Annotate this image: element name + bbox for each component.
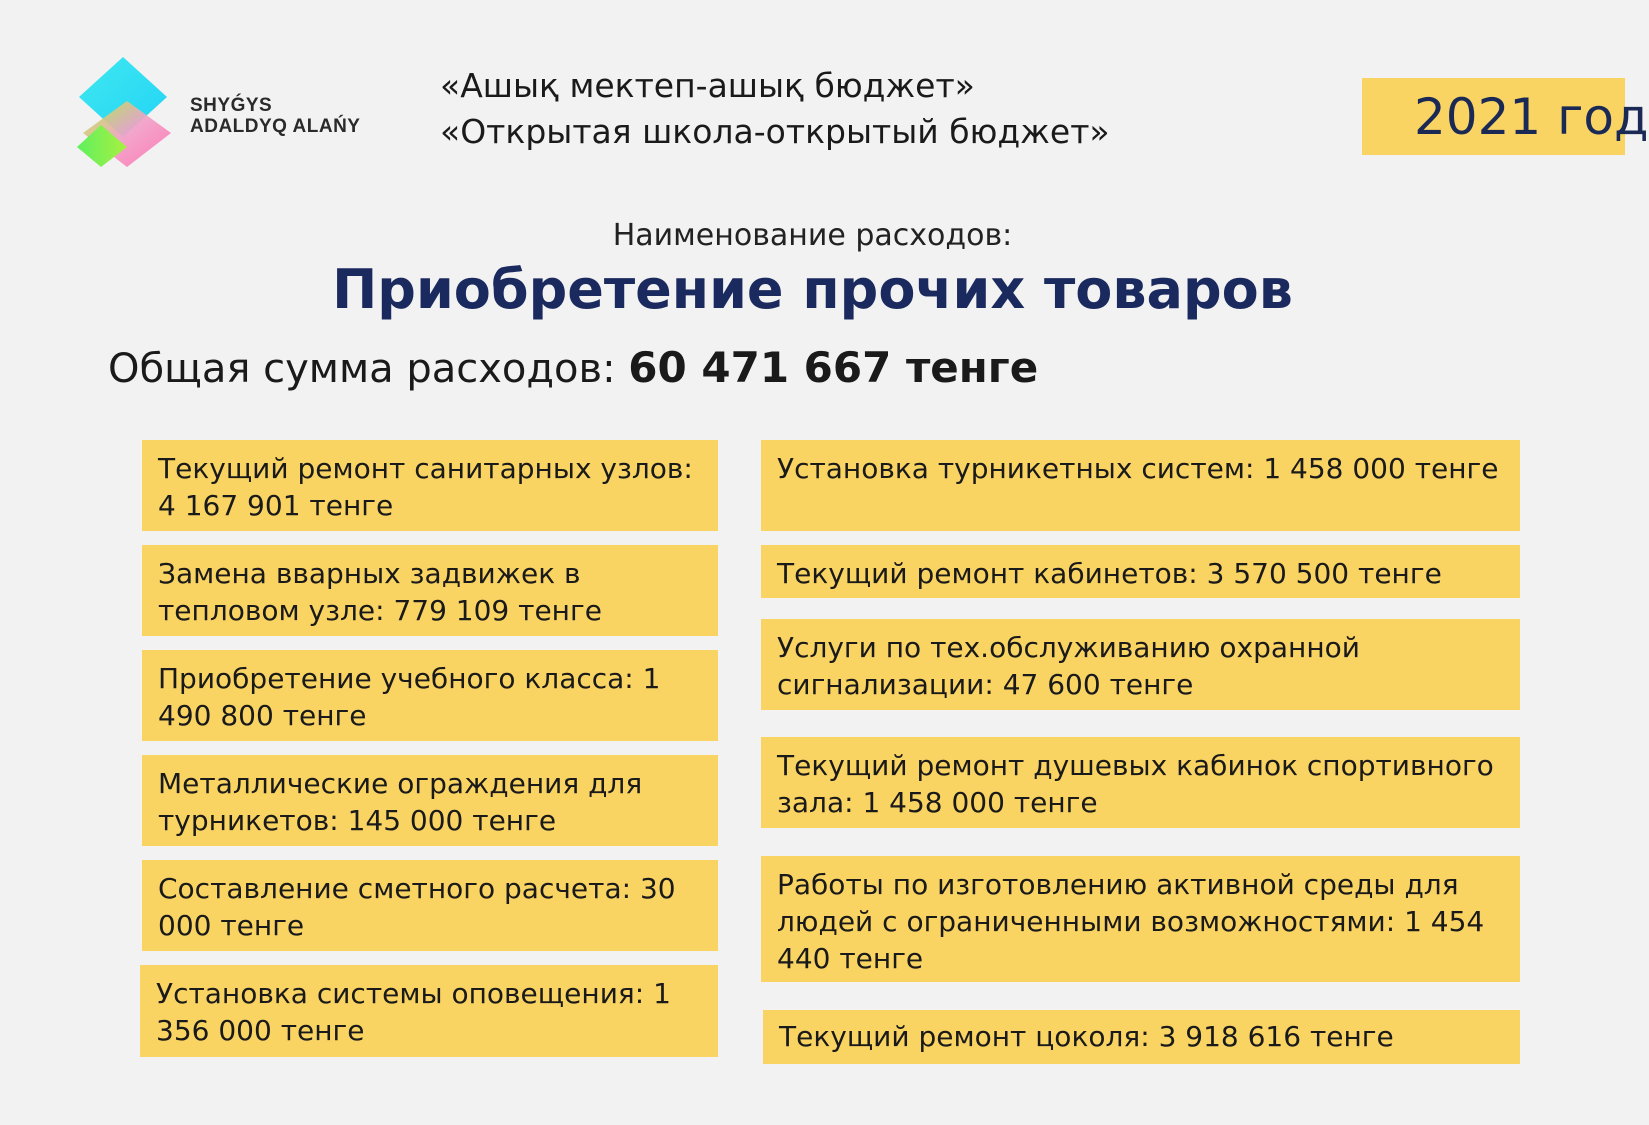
logo-mark-icon [75,55,185,175]
year-label: 2021 год [1414,88,1649,146]
expense-card [761,856,1520,982]
expense-item-text: Текущий ремонт кабинетов: [777,557,1207,590]
expense-item-text: Текущий ремонт санитарных узлов: [158,452,693,485]
expense-card [142,650,718,741]
expense-item-amount: 3 570 500 тенге [1206,557,1442,590]
expense-item-amount: 1 356 000 тенге [156,977,671,1047]
expense-item-amount: 779 109 тенге [393,594,602,627]
expense-item-amount: 3 918 616 тенге [1158,1020,1394,1053]
expense-item-amount: 1 490 800 тенге [158,662,661,732]
expense-card [761,545,1520,598]
expense-card [761,440,1520,531]
expense-item-amount: 1 458 000 тенге [1263,452,1499,485]
logo-wordmark [190,95,360,137]
expense-item-text: Работы по изготовлению активной среды для людей с ограниченными возможностями: [777,868,1459,938]
expense-item-text: Установка турникетных систем: [777,452,1264,485]
expense-item-text: Услуги по тех.обслуживанию охранной сигнализации: [777,631,1360,701]
expense-item-amount: 1 454 440 тенге [777,905,1485,975]
logo-line-2: ADALDYQ ALAŃY [190,116,361,137]
year-badge [1362,78,1649,155]
expense-card [761,619,1520,710]
expense-card [140,965,718,1057]
expense-card [761,737,1520,828]
expense-item-text: Составление сметного расчета: [158,872,640,905]
logo [75,55,395,175]
expense-item-amount: 1 458 000 тенге [862,786,1098,819]
expense-label: Наименование расходов: [612,218,1013,253]
total-value: 60 471 667 тенге [628,343,1039,392]
expense-card [142,755,718,846]
project-title-ru: «Открытая школа-открытый бюджет» [440,112,1110,151]
expense-item-text: Текущий ремонт душевых кабинок спортивного зала: [777,749,1494,819]
expense-item-amount: 47 600 тенге [1002,668,1194,701]
expense-card [142,440,718,531]
expense-card [763,1010,1520,1064]
expense-title: Приобретение прочих товаров [332,258,1293,321]
project-title-kz: «Ашық мектеп-ашық бюджет» [440,66,975,105]
logo-line-1: SHYǴYS [190,95,273,116]
expense-item-amount: 4 167 901 тенге [158,489,394,522]
expense-item-text: Приобретение учебного класса: [158,662,643,695]
expense-item-text: Установка системы оповещения: [156,977,654,1010]
total-label: Общая сумма расходов: [108,346,629,392]
expense-card [142,545,718,636]
expense-card [142,860,718,951]
expense-item-text: Текущий ремонт цоколя: [779,1020,1159,1053]
expense-item-text: Замена вварных задвижек в тепловом узле: [158,557,581,627]
total-expenses [108,343,1038,392]
expense-item-amount: 145 000 тенге [347,804,557,837]
expense-item-amount: 30 000 тенге [158,872,676,942]
expense-item-text: Металлические ограждения для турникетов: [158,767,643,837]
